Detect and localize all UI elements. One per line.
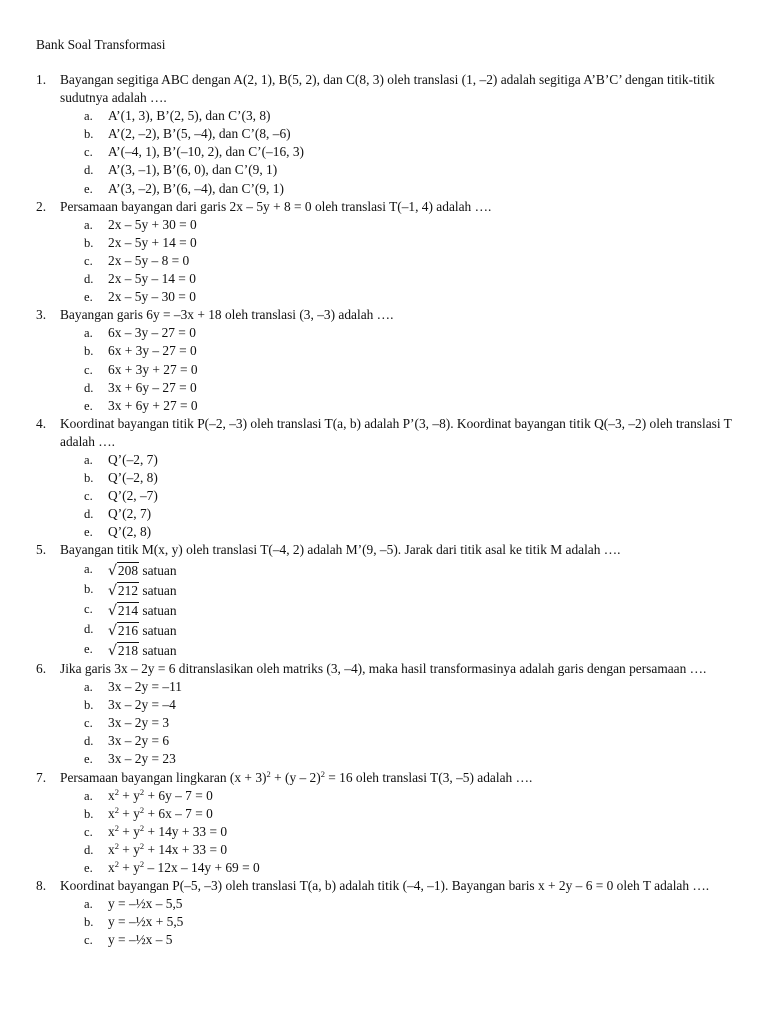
option-letter: b.	[84, 471, 94, 486]
option	[84, 823, 736, 841]
exponent: 2	[139, 840, 145, 851]
option	[84, 750, 736, 768]
option	[84, 678, 736, 696]
text-part: + y	[118, 805, 140, 821]
option-letter: e.	[84, 290, 93, 305]
question-list	[36, 71, 736, 950]
option-text	[108, 600, 736, 620]
option	[84, 523, 736, 541]
option-letter: d.	[84, 507, 94, 522]
text-part: Persamaan bayangan lingkaran (x + 3)	[60, 769, 267, 785]
option-text: A’(1, 3), B’(2, 5), dan C’(3, 8)	[108, 108, 271, 124]
radicand: 214	[117, 602, 139, 618]
option-letter: e.	[84, 752, 93, 767]
radicand: 216	[117, 622, 139, 638]
option-letter: e.	[84, 641, 93, 656]
option	[84, 841, 736, 859]
option-text: 3x – 2y = 23	[108, 751, 176, 767]
radicand: 208	[117, 562, 139, 578]
option	[84, 216, 736, 234]
radical-sign-icon: √	[108, 602, 117, 619]
option-letter: a.	[84, 452, 93, 467]
text-part: + y	[118, 823, 140, 839]
question-6	[36, 660, 736, 678]
option	[84, 620, 736, 640]
option	[84, 696, 736, 714]
question-text: Persamaan bayangan dari garis 2x – 5y + 8 = 0 oleh translasi T(–1, 4) adalah ….	[60, 198, 492, 214]
option	[84, 342, 736, 360]
question-number: 8.	[36, 878, 47, 894]
exponent: 2	[114, 804, 119, 815]
question-5	[36, 541, 736, 559]
option-text: A’(2, –2), B’(5, –4), dan C’(8, –6)	[108, 126, 291, 142]
option-letter: b.	[84, 698, 94, 713]
text-part: = 16 oleh translasi T(3, –5) adalah ….	[324, 769, 533, 785]
option	[84, 600, 736, 620]
option-letter: e.	[84, 398, 93, 413]
question-text: Bayangan segitiga ABC dengan A(2, 1), B(5, 2), dan C(8, 3) oleh translasi (1, –2) adalah segitiga A’B’C’ dengan titik-titik sudutnya adalah ….	[60, 72, 715, 106]
options-5	[36, 560, 736, 660]
option	[84, 161, 736, 179]
question-4	[36, 415, 736, 451]
option-text: Q’(2, 7)	[108, 506, 152, 522]
option-letter: e.	[84, 525, 93, 540]
options-7	[36, 787, 736, 877]
option-text: 2x – 5y + 14 = 0	[108, 234, 197, 250]
exponent: 2	[114, 786, 119, 797]
option	[84, 288, 736, 306]
radical-sign-icon: √	[108, 622, 117, 639]
question-7	[36, 769, 736, 787]
question-3	[36, 306, 736, 324]
question-text	[60, 769, 736, 787]
option-text: 3x – 2y = 3	[108, 715, 170, 731]
option-letter: a.	[84, 788, 93, 803]
option-letter: c.	[84, 933, 93, 948]
question-number: 7.	[36, 769, 47, 785]
question-number: 5.	[36, 542, 47, 558]
option-text	[108, 805, 736, 823]
exponent: 2	[139, 859, 145, 870]
exponent: 2	[114, 822, 119, 833]
option-text: A’(3, –1), B’(6, 0), dan C’(9, 1)	[108, 162, 278, 178]
unit: satuan	[139, 582, 177, 598]
option	[84, 859, 736, 877]
option-text: 3x + 6y + 27 = 0	[108, 397, 198, 413]
option-text	[108, 580, 736, 600]
option-letter: a.	[84, 217, 93, 232]
options-1	[36, 107, 736, 197]
exponent: 2	[139, 822, 145, 833]
option-text: y = –½x – 5	[108, 932, 173, 948]
unit: satuan	[139, 562, 177, 578]
options-4	[36, 451, 736, 541]
option	[84, 487, 736, 505]
question-number: 6.	[36, 661, 47, 676]
question-number: 2.	[36, 198, 47, 214]
option-text	[108, 560, 736, 580]
question-number: 3.	[36, 307, 47, 323]
document-title: Bank Soal Transformasi	[36, 37, 166, 52]
option-text: A’(–4, 1), B’(–10, 2), dan C’(–16, 3)	[108, 144, 304, 160]
option-text	[108, 823, 736, 841]
option-letter: b.	[84, 806, 94, 821]
option-letter: b.	[84, 127, 94, 142]
options-3	[36, 324, 736, 414]
radical-sign-icon: √	[108, 582, 117, 599]
options-2	[36, 216, 736, 306]
option-letter: d.	[84, 272, 94, 287]
question-number: 4.	[36, 415, 47, 431]
unit: satuan	[139, 602, 177, 618]
option	[84, 379, 736, 397]
option-letter: c.	[84, 489, 93, 504]
text-part: + y	[118, 787, 140, 803]
option-text: Q’(2, 8)	[108, 524, 152, 540]
option-letter: b.	[84, 235, 94, 250]
option-text: 3x – 2y = –4	[108, 697, 176, 713]
question-text: Koordinat bayangan P(–5, –3) oleh translasi T(a, b) adalah titik (–4, –1). Bayangan baris x + 2y – 6 = 0 oleh T adalah ….	[60, 878, 710, 894]
option-text: Q’(2, –7)	[108, 488, 158, 504]
option-letter: d.	[84, 621, 94, 636]
text-part: x	[108, 841, 115, 857]
option-letter: c.	[84, 362, 93, 377]
option-text: y = –½x + 5,5	[108, 914, 184, 930]
option-text: 6x + 3y + 27 = 0	[108, 361, 198, 377]
square-root	[108, 620, 139, 638]
option	[84, 180, 736, 198]
text-part: + 14x + 33 = 0	[144, 841, 228, 857]
text-part: + y	[118, 841, 140, 857]
option	[84, 397, 736, 415]
text-part: + 6x – 7 = 0	[144, 805, 213, 821]
option	[84, 451, 736, 469]
option	[84, 125, 736, 143]
option	[84, 913, 736, 931]
option-letter: a.	[84, 897, 93, 912]
option-letter: d.	[84, 380, 94, 395]
unit: satuan	[139, 622, 177, 638]
option	[84, 143, 736, 161]
exponent: 2	[139, 804, 145, 815]
option-letter: a.	[84, 326, 93, 341]
option	[84, 714, 736, 732]
text-part: + 14y + 33 = 0	[144, 823, 228, 839]
option-letter: c.	[84, 601, 93, 616]
option-text: Q’(–2, 8)	[108, 470, 158, 486]
text-part: x	[108, 860, 115, 876]
option-text: 6x – 3y – 27 = 0	[108, 325, 196, 341]
option-letter: a.	[84, 680, 93, 695]
radicand: 212	[117, 582, 139, 598]
option-text	[108, 787, 736, 805]
option	[84, 252, 736, 270]
square-root	[108, 580, 139, 598]
option-text: A’(3, –2), B’(6, –4), dan C’(9, 1)	[108, 180, 284, 196]
option	[84, 787, 736, 805]
option	[84, 234, 736, 252]
question-text: Koordinat bayangan titik P(–2, –3) oleh translasi T(a, b) adalah P’(3, –8). Koordinat bayangan titik Q(–3, –2) oleh translasi T adalah ….	[60, 415, 732, 449]
option-letter: a.	[84, 561, 93, 576]
option-letter: b.	[84, 344, 94, 359]
question-2	[36, 198, 736, 216]
option-text: 2x – 5y – 14 = 0	[108, 271, 196, 287]
option	[84, 895, 736, 913]
option-letter: c.	[84, 716, 93, 731]
exponent: 2	[114, 840, 119, 851]
option-letter: b.	[84, 915, 94, 930]
text-part: x	[108, 823, 115, 839]
text-part: – 12x – 14y + 69 = 0	[144, 860, 260, 876]
option-letter: d.	[84, 163, 94, 178]
question-number: 1.	[36, 72, 47, 87]
option	[84, 505, 736, 523]
option-letter: c.	[84, 824, 93, 839]
option-letter: e.	[84, 861, 93, 876]
radical-sign-icon: √	[108, 562, 117, 579]
text-part: x	[108, 805, 115, 821]
option	[84, 805, 736, 823]
text-part: + 6y – 7 = 0	[144, 787, 213, 803]
option-letter: c.	[84, 145, 93, 160]
radical-sign-icon: √	[108, 642, 117, 659]
question-8	[36, 877, 736, 895]
option	[84, 361, 736, 379]
option-text: 3x + 6y – 27 = 0	[108, 379, 197, 395]
options-8	[36, 895, 736, 949]
unit: satuan	[139, 642, 177, 658]
option-text	[108, 620, 736, 640]
radicand: 218	[117, 642, 139, 658]
option	[84, 469, 736, 487]
option-text: Q’(–2, 7)	[108, 451, 158, 467]
option-letter: b.	[84, 581, 94, 596]
option	[84, 640, 736, 660]
option-letter: d.	[84, 842, 94, 857]
square-root	[108, 600, 139, 618]
question-text: Bayangan garis 6y = –3x + 18 oleh translasi (3, –3) adalah ….	[60, 307, 394, 323]
option	[84, 580, 736, 600]
option-letter: a.	[84, 109, 93, 124]
exponent: 2	[320, 768, 325, 779]
question-text: Bayangan titik M(x, y) oleh translasi T(–4, 2) adalah M’(9, –5). Jarak dari titik asal ke titik M adalah ….	[60, 542, 621, 558]
option	[84, 107, 736, 125]
option	[84, 270, 736, 288]
exponent: 2	[266, 768, 271, 779]
option-text: 2x – 5y – 8 = 0	[108, 252, 190, 268]
option-text: 6x + 3y – 27 = 0	[108, 343, 197, 359]
option	[84, 560, 736, 580]
question-1	[36, 71, 736, 107]
square-root	[108, 640, 139, 658]
option-letter: d.	[84, 734, 94, 749]
text-part: + (y – 2)	[270, 769, 321, 785]
question-text: Jika garis 3x – 2y = 6 ditranslasikan oleh matriks (3, –4), maka hasil transformasinya adalah garis dengan persamaan ….	[60, 661, 707, 676]
option	[84, 324, 736, 342]
option-text	[108, 859, 736, 877]
option-letter: c.	[84, 253, 93, 268]
option-text: 3x – 2y = 6	[108, 733, 170, 749]
options-6	[36, 678, 736, 768]
option-letter: e.	[84, 181, 93, 196]
option-text: 2x – 5y – 30 = 0	[108, 289, 196, 305]
option	[84, 732, 736, 750]
option-text: y = –½x – 5,5	[108, 896, 183, 912]
square-root	[108, 560, 139, 578]
option-text: 3x – 2y = –11	[108, 679, 183, 695]
text-part: x	[108, 787, 115, 803]
exponent: 2	[139, 786, 145, 797]
option-text: 2x – 5y + 30 = 0	[108, 216, 197, 232]
text-part: + y	[118, 860, 140, 876]
option-text	[108, 841, 736, 859]
option	[84, 931, 736, 949]
exponent: 2	[114, 859, 119, 870]
option-text	[108, 640, 736, 660]
